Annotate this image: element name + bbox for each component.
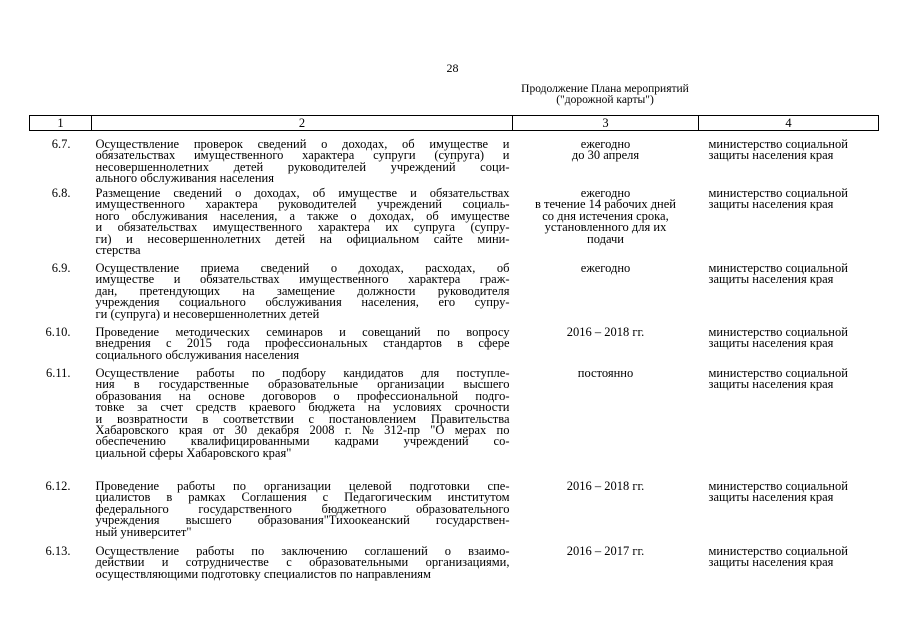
item-number: 6.7. <box>51 137 71 151</box>
responsible-party-line: министерство социальной <box>708 186 848 200</box>
responsible-party-line: защиты населения края <box>708 377 834 392</box>
deadline-line: подачи <box>587 231 624 246</box>
responsible-party-line: защиты населения края <box>708 490 834 505</box>
column-header-3: 3 <box>513 116 699 131</box>
activity-description-line: социального обслуживания населения <box>95 347 300 362</box>
table-row <box>30 263 879 327</box>
column-header-2: 2 <box>92 116 513 131</box>
deadline-line: ежегодно <box>580 186 631 200</box>
activity-description-line: образования на основе договоров о профессиональной подго- <box>95 388 510 403</box>
table-header-row <box>30 116 879 131</box>
responsible-party <box>699 327 879 368</box>
deadline <box>513 546 699 596</box>
deadline-line: 2016 – 2018 гг. <box>566 325 645 339</box>
activity-description-line: федерального государственного бюджетного образовательного <box>95 501 510 516</box>
activity-description-line: несовершеннолетних детей руководителей учреждений соци- <box>95 159 510 174</box>
responsible-party-line: министерство социальной <box>708 479 848 493</box>
table-row <box>30 188 879 263</box>
activity-description-line: обеспечению квалифицированными кадрами учреждений со- <box>95 434 510 449</box>
activity-description <box>92 327 513 368</box>
activity-description-line: учреждения высшего образования"Тихоокеанский государствен- <box>95 513 510 528</box>
activity-description-line: внедрения с 2015 года профессиональных стандартов в сфере <box>95 336 510 351</box>
deadline <box>513 327 699 368</box>
deadline <box>513 131 699 189</box>
activity-description-line: ги) и несовершеннолетних детей на официальном сайте мини- <box>95 231 510 246</box>
responsible-party-line: защиты населения края <box>708 272 834 287</box>
deadline-line: 2016 – 2018 гг. <box>566 479 645 493</box>
activity-description-line: дан, претендующих на замещение должности руководителя <box>95 283 510 298</box>
activity-description-line: ального обслуживания населения <box>95 171 274 186</box>
activity-description-line: Осуществление работы по заключению соглашений о взаимо- <box>95 544 510 558</box>
responsible-party <box>699 368 879 481</box>
activity-description-line: циалистов в рамках Соглашения с Педагогическим институтом <box>95 490 510 505</box>
responsible-party <box>699 131 879 189</box>
activity-description-line: Осуществление приема сведений о доходах, расходах, об <box>95 261 510 275</box>
activity-description-line: имуществе и обязательствах имущественного характера граж- <box>95 272 510 287</box>
activity-description-line: ния в государственные образовательные организации высшего <box>95 377 510 392</box>
deadline-line: ежегодно <box>580 261 631 275</box>
item-number: 6.12. <box>45 479 71 493</box>
responsible-party-line: министерство социальной <box>708 325 848 339</box>
table-row <box>30 327 879 368</box>
activity-description <box>92 188 513 263</box>
activity-description-line: учреждения социального обслуживания населения, его супру- <box>95 295 510 310</box>
table-row <box>30 546 879 596</box>
continuation-line-2: ("дорожной карты") <box>556 94 654 106</box>
activity-description <box>92 131 513 189</box>
item-number: 6.8. <box>51 186 71 200</box>
deadline-line: 2016 – 2017 гг. <box>566 544 645 558</box>
deadline-line: постоянно <box>577 366 634 380</box>
responsible-party <box>699 481 879 546</box>
activity-description-line: обязательствах имущественного характера супруги (супруга) и <box>95 148 510 163</box>
responsible-party-line: министерство социальной <box>708 544 848 558</box>
activity-description <box>92 368 513 481</box>
column-header-1: 1 <box>30 116 92 131</box>
activity-description-line: стерства <box>95 243 141 258</box>
deadline <box>513 481 699 546</box>
column-header-4: 4 <box>699 116 879 131</box>
activity-description-line: Осуществление проверок сведений о доходах, об имуществе и <box>95 137 510 151</box>
activity-description-line: и обязательствах имущественного характера их супруга (супру- <box>95 220 510 235</box>
responsible-party-line: защиты населения края <box>708 148 834 163</box>
activity-description <box>92 546 513 596</box>
activity-description <box>92 263 513 327</box>
deadline <box>513 263 699 327</box>
responsible-party-line: защиты населения края <box>708 555 834 570</box>
activity-description-line: действии и сотрудничестве с образовательными организациями, <box>95 555 510 570</box>
responsible-party <box>699 546 879 596</box>
activity-description <box>92 481 513 546</box>
table-row <box>30 131 879 189</box>
deadline-line: до 30 апреля <box>571 148 640 163</box>
deadline-line: ежегодно <box>580 137 631 151</box>
activity-description-line: циальной сферы Хабаровского края" <box>95 445 292 460</box>
responsible-party-line: министерство социальной <box>708 366 848 380</box>
responsible-party <box>699 263 879 327</box>
responsible-party-line: защиты населения края <box>708 197 834 212</box>
activity-description-line: и возвратности в соответствии с постановлением Правительства <box>95 411 510 426</box>
deadline <box>513 368 699 481</box>
item-number: 6.13. <box>45 544 71 558</box>
activity-description-line: Проведение методических семинаров и совещаний по вопросу <box>95 325 510 339</box>
responsible-party-line: защиты населения края <box>708 336 834 351</box>
responsible-party <box>699 188 879 263</box>
activity-description-line: Осуществление работы по подбору кандидатов для поступле- <box>95 366 510 380</box>
item-number: 6.9. <box>51 261 71 275</box>
activity-description-line: Хабаровского края от 30 декабря 2008 г. № 312-пр "О мерах по <box>95 423 510 438</box>
table-row <box>30 481 879 546</box>
activity-description-line: Проведение работы по организации целевой подготовки спе- <box>95 479 510 493</box>
activity-description-line: Размещение сведений о доходах, об имуществе и обязательствах <box>95 186 510 200</box>
continuation-line-1: Продолжение Плана мероприятий <box>521 83 689 95</box>
activity-description-line: товке за счет средств краевого бюджета на условиях срочности <box>95 400 510 415</box>
table-row <box>30 368 879 481</box>
activity-description-line: ного обслуживания населения, а также о доходах, об имуществе <box>95 208 510 223</box>
activity-description-line: ги (супруга) и несовершеннолетних детей <box>95 306 320 321</box>
deadline <box>513 188 699 263</box>
deadline-line: установленного для их <box>544 220 667 235</box>
activity-description-line: осуществляющими подготовку специалистов по направлениям <box>95 566 431 581</box>
plan-table <box>29 115 879 596</box>
item-number: 6.11. <box>45 366 71 380</box>
continuation-heading <box>498 84 712 106</box>
item-number: 6.10. <box>45 325 71 339</box>
page-number: 28 <box>446 61 459 75</box>
responsible-party-line: министерство социальной <box>708 137 848 151</box>
deadline-line: в течение 14 рабочих дней <box>535 197 676 212</box>
activity-description-line: ный университет" <box>95 524 192 539</box>
deadline-line: со дня истечения срока, <box>542 208 669 223</box>
activity-description-line: имущественного характера руководителей учреждений социаль- <box>95 197 510 212</box>
responsible-party-line: министерство социальной <box>708 261 848 275</box>
